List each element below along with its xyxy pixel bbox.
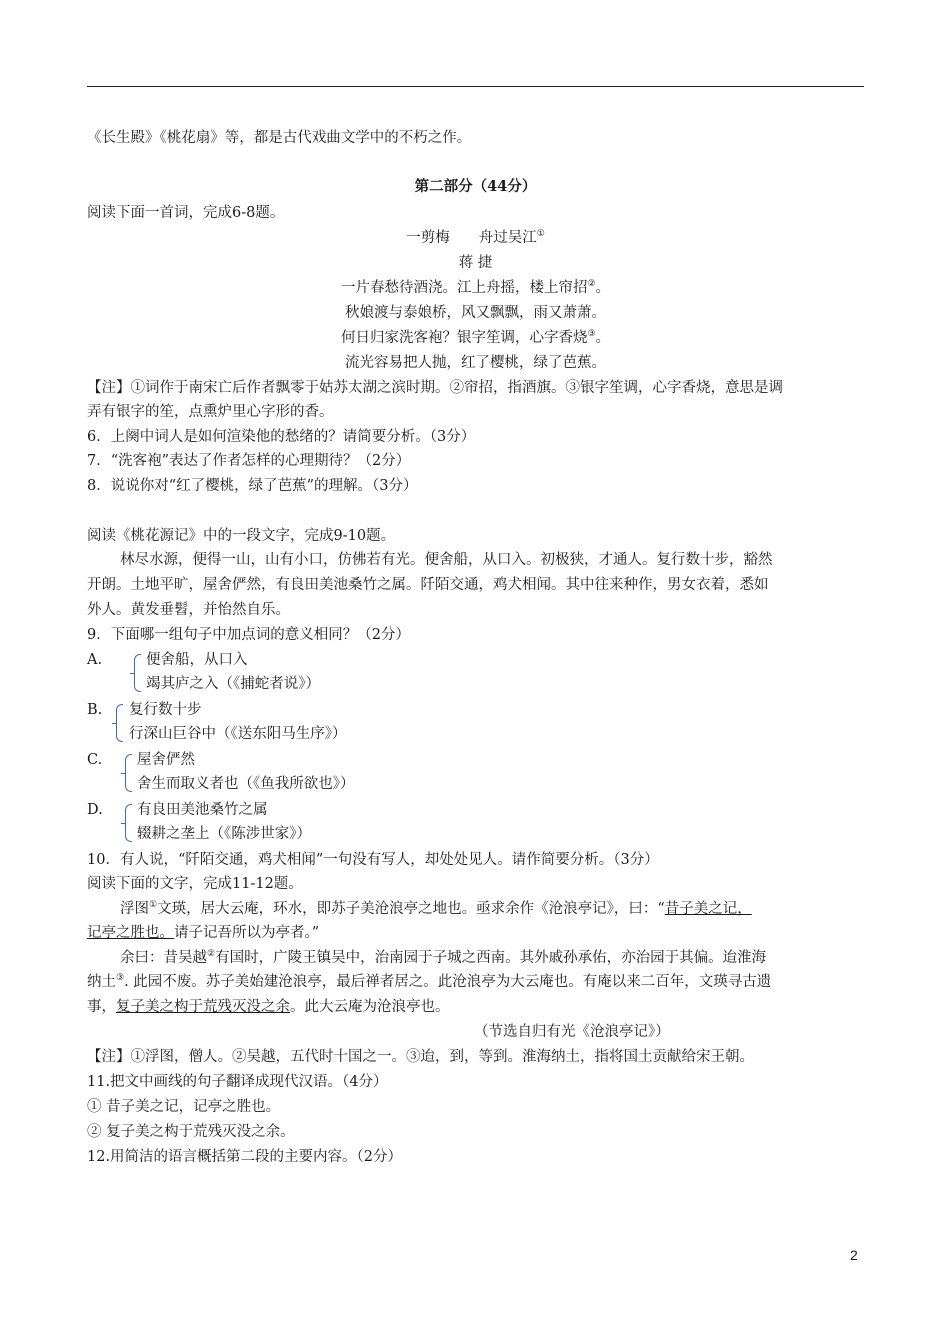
poem-line: 何日归家洗客袍？银字笙调，心字香烧③。: [340, 329, 611, 346]
passage2-line: 记亭之胜也。请子记吾所以为亭者。”: [87, 925, 320, 941]
option-d-sentence-2: 辍耕之垄上（《陈涉世家》）: [137, 826, 311, 842]
option-a-sentence-1: 便舍船，从口入: [146, 652, 248, 668]
option-a-sentence-2: 竭其庐之入（《捕蛇者说》）: [146, 676, 320, 692]
option-d-label: D.: [87, 802, 103, 818]
option-c-sentence-2: 舍生而取义者也（《鱼我所欲也》）: [137, 776, 355, 792]
option-a-label: A.: [87, 652, 103, 668]
question-8: 8．说说你对“红了樱桃，绿了芭蕉”的理解。（3分）: [87, 478, 418, 494]
poem-instruction: 阅读下面一首词，完成6-8题。: [87, 205, 285, 221]
option-d-brace: [125, 804, 132, 842]
passage-line: 外人。黄发垂髫，并怡然自乐。: [87, 602, 290, 618]
poem-author: 蒋 捷: [458, 255, 493, 271]
passage2-instruction: 阅读下面的文字，完成11-12题。: [87, 876, 303, 892]
option-a-brace: [134, 654, 141, 692]
option-c-brace: [125, 754, 132, 792]
question-9: 9．下面哪一组句子中加点词的意义相同？（2分）: [87, 627, 410, 643]
option-b-sentence-2: 行深山巨谷中（《送东阳马生序》）: [129, 726, 347, 742]
passage2-line: 纳土③. 此园不废。苏子美始建沧浪亭，最后禅者居之。此沧浪亭为大云庵也。有庵以来二百年，文瑛寻古遗: [87, 973, 772, 990]
question-11-item: ② 复子美之构于荒残灭没之余。: [87, 1124, 295, 1140]
poem-note: 【注】①词作于南宋亡后作者飘零于姑苏太湖之滨时期。②帘招，指酒旗。③银字笙调，心字香烧，意思是调: [87, 380, 783, 396]
option-b-sentence-1: 复行数十步: [129, 702, 202, 718]
underlined-sentence-2: 复子美之构于荒残灭没之余: [116, 999, 290, 1015]
option-b-brace: [116, 704, 123, 742]
poem-line: 一片春愁待酒浇。江上舟摇，楼上帘招②。: [340, 279, 611, 296]
poem-title: 一剪梅 舟过吴江①: [406, 229, 545, 246]
passage2-source: （节选自归有光《沧浪亭记》）: [474, 1024, 670, 1040]
poem-note-cont: 弄有银字的笙，点熏炉里心字形的香。: [87, 404, 334, 420]
option-c-label: C.: [87, 752, 103, 768]
page-number: 2: [850, 1247, 858, 1263]
underlined-sentence-1-cont: 记亭之胜也。: [87, 925, 174, 941]
passage2-line: 事，复子美之构于荒残灭没之余。此大云庵为沧浪亭也。: [87, 999, 450, 1015]
intro-carryover-line: 《长生殿》《桃花扇》等，都是古代戏曲文学中的不朽之作。: [87, 130, 472, 146]
underlined-sentence-1: 昔子美之记，: [664, 901, 752, 917]
option-d-sentence-1: 有良田美池桑竹之属: [137, 802, 268, 818]
poem-line: 流光容易把人抛，红了樱桃，绿了芭蕉。: [345, 355, 606, 371]
question-12: 12.用简洁的语言概括第二段的主要内容。（2分）: [87, 1149, 403, 1165]
passage-line: 开朗。土地平旷，屋舍俨然，有良田美池桑竹之属。阡陌交通，鸡犬相闻。其中往来种作，男女衣着，悉如: [87, 577, 769, 593]
option-b-label: B.: [87, 702, 103, 718]
passage2-line: 浮图①文瑛，居大云庵，环水，即苏子美沧浪亭之地也。亟求余作《沧浪亭记》，曰：“昔子美之记，: [120, 900, 752, 917]
passage-line: 林尽水源，便得一山，山有小口，仿佛若有光。便舍船，从口入。初极狭，才通人。复行数十步，豁然: [120, 552, 773, 568]
passage-instruction: 阅读《桃花源记》中的一段文字，完成9-10题。: [87, 528, 396, 544]
question-10: 10．有人说，“阡陌交通，鸡犬相闻”一句没有写人，却处处见人。请作简要分析。（3分）: [87, 852, 659, 868]
part2-heading: 第二部分（44分）: [414, 178, 537, 195]
header-rule: [87, 86, 864, 87]
poem-line: 秋娘渡与泰娘桥，风又飘飘，雨又萧萧。: [345, 305, 606, 321]
question-7: 7．“洗客袍”表达了作者怎样的心理期待？（2分）: [87, 453, 411, 469]
option-c-sentence-1: 屋舍俨然: [137, 752, 195, 768]
passage2-line: 余曰：昔吴越②有国时，广陵王镇吴中，治南园于子城之西南。其外戚孙承佑，亦治园于其偏。迨淮海: [120, 949, 767, 966]
passage2-note: 【注】①浮图，僧人。②吴越，五代时十国之一。③迨，到，等到。淮海纳土，指将国土贡献给宋王朝。: [87, 1049, 754, 1065]
question-11-item: ① 昔子美之记，记亭之胜也。: [87, 1099, 281, 1115]
question-11: 11.把文中画线的句子翻译成现代汉语。（4分）: [87, 1074, 388, 1090]
question-6: 6．上阕中词人是如何渲染他的愁绪的？请简要分析。（3分）: [87, 429, 476, 445]
